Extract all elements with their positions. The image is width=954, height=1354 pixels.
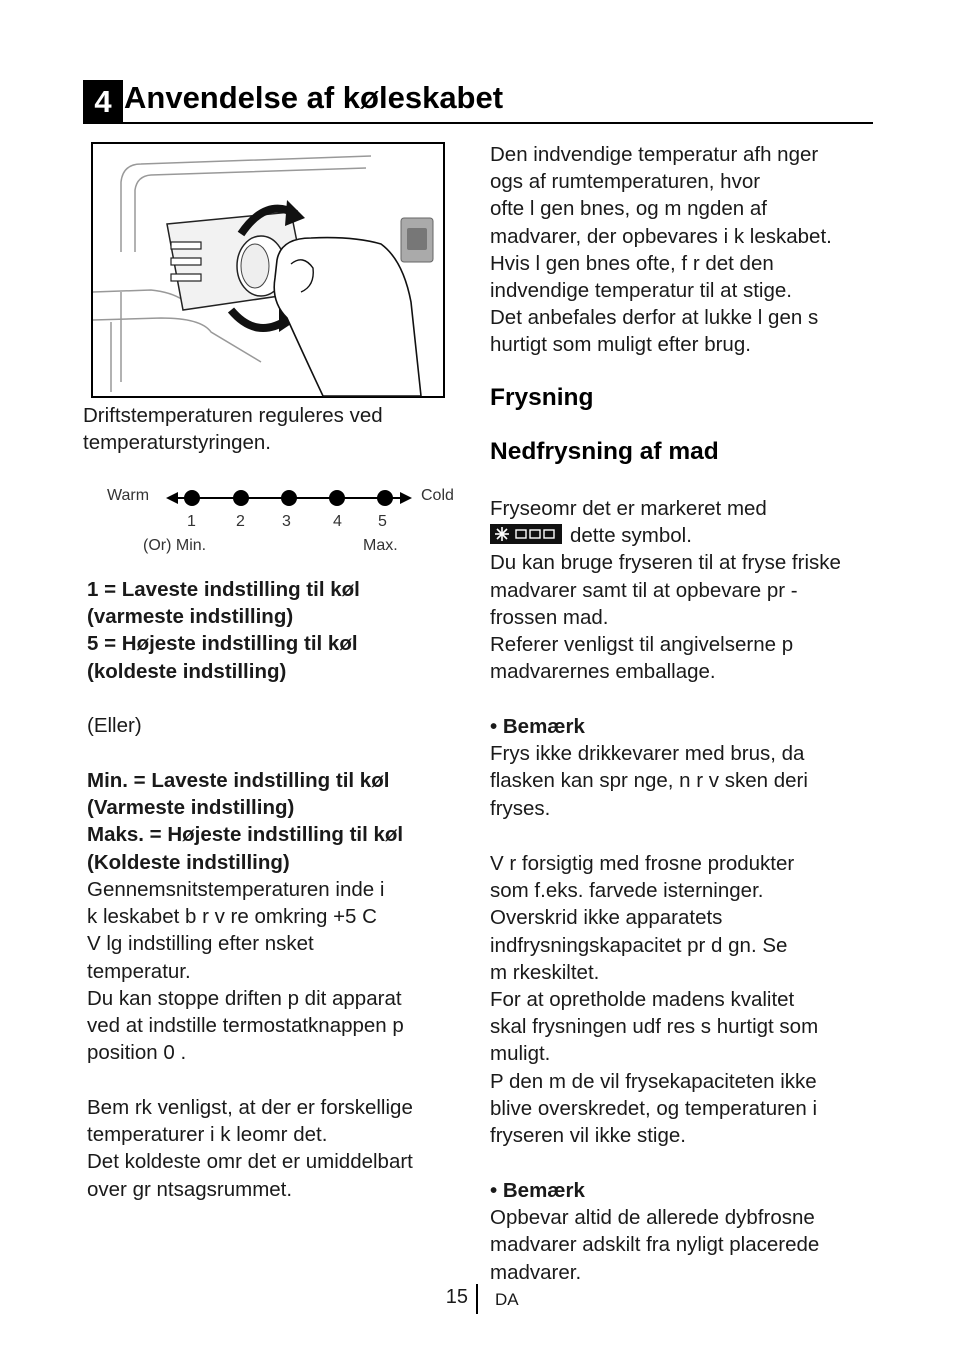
settings-line: (varmeste indstilling) xyxy=(87,605,294,629)
scale-cold-label: Cold xyxy=(421,487,454,504)
intro-line: Det anbefales derfor at lukke l gen s xyxy=(490,306,819,330)
body-text-1 xyxy=(87,876,457,1066)
note-line: madvarer adskilt fra nyligt placerede xyxy=(490,1233,820,1257)
body-line: fryseren vil ikke stige. xyxy=(490,1124,686,1148)
freeze-line: Fryseomr det er markeret med xyxy=(490,497,767,520)
caption-line: Driftstemperaturen reguleres ved xyxy=(83,404,383,427)
intro-text xyxy=(490,141,880,359)
heading-frysning: Frysning xyxy=(490,384,594,411)
scale-point-1 xyxy=(184,490,200,506)
body-line: position 0 . xyxy=(87,1041,187,1065)
note-label: • Bemærk xyxy=(490,1179,585,1202)
intro-line: ogs af rumtemperaturen, hvor xyxy=(490,170,761,194)
scale-number-1: 1 xyxy=(187,513,196,530)
body-line: Du kan stoppe driften p dit apparat xyxy=(87,986,402,1010)
settings-line: 1 = Laveste indstilling til køl xyxy=(87,578,360,601)
thermostat-illustration xyxy=(91,142,445,398)
freeze-line: frossen mad. xyxy=(490,605,609,629)
intro-line: hurtigt som muligt efter brug. xyxy=(490,333,751,357)
note-line: fryses. xyxy=(490,796,551,820)
chapter-number: 4 xyxy=(83,80,123,123)
body-line: V r forsigtig med frosne produkter xyxy=(490,852,795,875)
body-line: muligt. xyxy=(490,1042,551,1066)
body-line: som f.eks. farvede isterninger. xyxy=(490,879,764,903)
body-line: m rkeskiltet. xyxy=(490,960,600,984)
freeze-line: Du kan bruge fryseren til at fryse friske xyxy=(490,551,841,575)
freeze-line: madvarernes emballage. xyxy=(490,660,716,684)
scale-number-3: 3 xyxy=(282,513,291,530)
body-line: k leskabet b r v re omkring +5 C xyxy=(87,905,377,929)
arrow-left-icon xyxy=(166,492,178,504)
note-label: • Bemærk xyxy=(490,715,585,738)
language-code: DA xyxy=(495,1290,519,1309)
or-label: (Eller) xyxy=(87,714,142,737)
settings-block-1 xyxy=(87,576,457,685)
body-line: temperaturer i k leomr det. xyxy=(87,1123,328,1147)
body-line: indfrysningskapacitet pr d gn. Se xyxy=(490,933,788,957)
scale-min-label: (Or) Min. xyxy=(143,537,207,554)
temperature-scale xyxy=(164,486,414,510)
freeze-symbol-icon xyxy=(490,524,562,544)
header-rule xyxy=(83,122,873,124)
intro-line: Hvis l gen bnes ofte, f r det den xyxy=(490,251,774,275)
note-1 xyxy=(490,713,880,822)
body-line: For at opretholde madens kvalitet xyxy=(490,988,795,1012)
freeze-symbol-line xyxy=(490,522,880,549)
freeze-line: Referer venligst til angivelserne p xyxy=(490,633,794,657)
note-line: Frys ikke drikkevarer med brus, da xyxy=(490,742,805,766)
body-text-2 xyxy=(87,1094,457,1203)
settings-line: (Varmeste indstilling) xyxy=(87,796,295,820)
intro-line: ofte l gen bnes, og m ngden af xyxy=(490,197,767,221)
freeze-line: madvarer samt til at opbevare pr - xyxy=(490,578,798,602)
scale-number-4: 4 xyxy=(333,513,342,530)
settings-line: Min. = Laveste indstilling til køl xyxy=(87,769,390,792)
scale-number-2: 2 xyxy=(236,513,245,530)
body-line: Bem rk venligst, at der er forskellige xyxy=(87,1096,413,1119)
scale-max-label: Max. xyxy=(363,537,398,554)
scale-number-5: 5 xyxy=(378,513,387,530)
body-line: over gr ntsagsrummet. xyxy=(87,1177,293,1201)
body-line: Det koldeste omr det er umiddelbart xyxy=(87,1150,413,1174)
settings-line: (koldeste indstilling) xyxy=(87,659,287,683)
note-2 xyxy=(490,1177,880,1286)
caption-line: temperaturstyringen. xyxy=(83,431,272,455)
body-line: blive overskredet, og temperaturen i xyxy=(490,1096,818,1120)
settings-line: 5 = Højeste indstilling til køl xyxy=(87,632,358,656)
body-line: skal frysningen udf res s hurtigt som xyxy=(490,1015,819,1039)
intro-line: Den indvendige temperatur afh nger xyxy=(490,143,819,166)
note-line: flasken kan spr nge, n r v sken deri xyxy=(490,769,808,793)
intro-line: indvendige temperatur til at stige. xyxy=(490,279,792,303)
thermostat-knob-icon xyxy=(91,142,445,398)
page-number: 15 xyxy=(445,1286,468,1308)
footer-divider xyxy=(476,1284,478,1314)
body-text-3 xyxy=(490,850,880,1149)
body-line: Overskrid ikke apparatets xyxy=(490,906,723,930)
intro-line: madvarer, der opbevares i k leskabet. xyxy=(490,224,832,248)
scale-point-4 xyxy=(329,490,345,506)
settings-line: (Koldeste indstilling) xyxy=(87,850,290,874)
body-line: Gennemsnitstemperaturen inde i xyxy=(87,878,385,901)
note-line: madvarer. xyxy=(490,1260,582,1284)
scale-point-3 xyxy=(281,490,297,506)
body-line: V lg indstilling efter nsket xyxy=(87,932,314,956)
settings-block-2 xyxy=(87,767,457,876)
symbol-text: dette symbol. xyxy=(570,524,692,548)
arrow-right-icon xyxy=(400,492,412,504)
caption xyxy=(83,402,463,456)
settings-line: Maks. = Højeste indstilling til køl xyxy=(87,823,404,847)
scale-warm-label: Warm xyxy=(107,487,150,504)
scale-point-2 xyxy=(233,490,249,506)
body-line: P den m de vil frysekapaciteten ikke xyxy=(490,1069,817,1093)
heading-nedfrysning: Nedfrysning af mad xyxy=(490,438,719,465)
note-line: Opbevar altid de allerede dybfrosne xyxy=(490,1206,815,1230)
body-line: ved at indstille termostatknappen p xyxy=(87,1014,404,1038)
body-line: temperatur. xyxy=(87,959,191,983)
page-title: Anvendelse af køleskabet xyxy=(124,80,504,115)
scale-point-5 xyxy=(377,490,393,506)
freeze-text xyxy=(490,495,880,685)
